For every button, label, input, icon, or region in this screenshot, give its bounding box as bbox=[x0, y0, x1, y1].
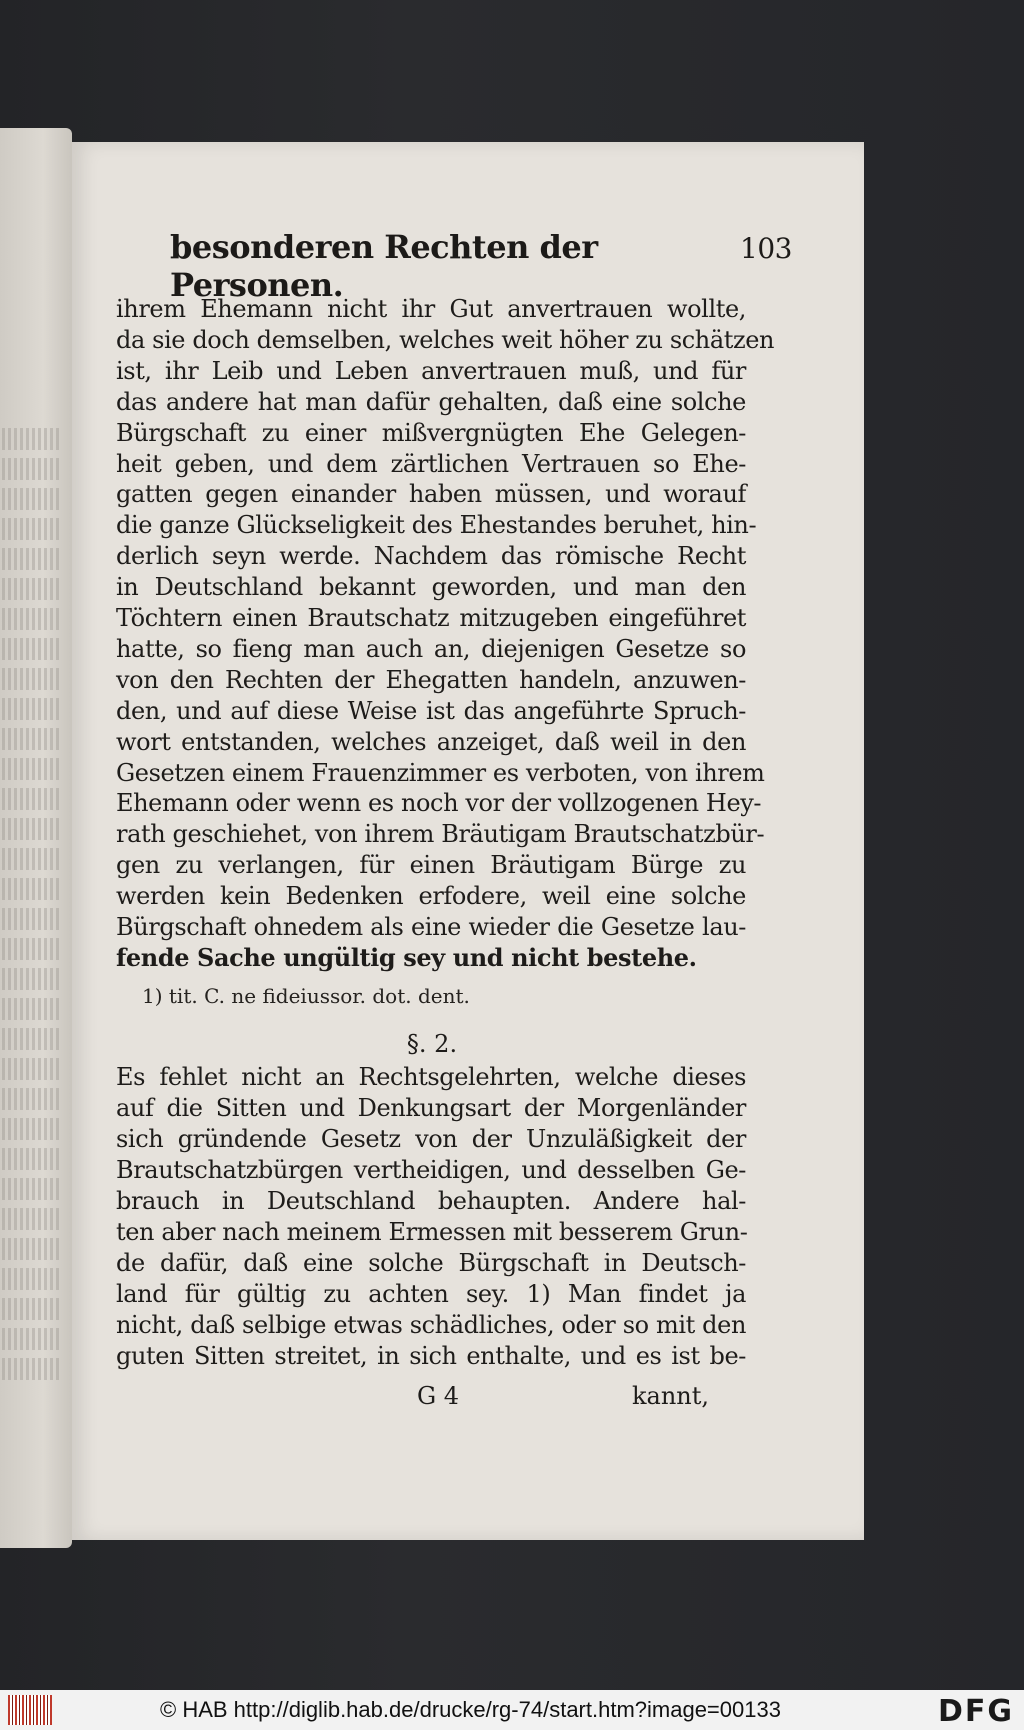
text-line: ten aber nach meinem Ermessen mit besserem Grun- bbox=[116, 1218, 748, 1246]
barcode-logo-icon bbox=[8, 1695, 52, 1725]
text-line: da sie doch demselben, welches weit höher zu schätzen bbox=[116, 325, 775, 354]
footer-bar bbox=[0, 1690, 1024, 1730]
text-line: rath geschiehet, von ihrem Bräutigam Brautschatzbür- bbox=[116, 820, 765, 849]
page-number: 103 bbox=[740, 232, 792, 265]
catchword: kannt, bbox=[632, 1382, 710, 1410]
running-head-title: besonderen Rechten der Personen. bbox=[170, 228, 598, 304]
text-line: land für gültig zu achten sey. 1) Man findet ja bbox=[116, 1280, 746, 1308]
text-line: auf die Sitten und Denkungsart der Morgenländer bbox=[116, 1094, 746, 1122]
copyright-url[interactable]: © HAB http://diglib.hab.de/drucke/rg-74/start.htm?image=00133 bbox=[160, 1697, 781, 1722]
text-line: hatte, so fieng man auch an, diejenigen Gesetze so bbox=[116, 634, 746, 663]
text-line: heit geben, und dem zärtlichen Vertrauen so Ehe- bbox=[116, 449, 746, 478]
text-line: gatten gegen einander haben müssen, und worauf bbox=[116, 480, 746, 509]
facing-page-edge bbox=[0, 128, 72, 1548]
facing-page-bleedthrough bbox=[0, 428, 60, 1508]
text-line: das andere hat man dafür gehalten, daß eine solche bbox=[116, 387, 746, 416]
text-line: Bürgschaft ohnedem als eine wieder die Gesetze lau- bbox=[116, 913, 746, 941]
text-line: werden kein Bedenken erfodere, weil eine solche bbox=[116, 882, 746, 911]
text-line: derlich seyn werde. Nachdem das römische Recht bbox=[116, 542, 746, 571]
text-line: brauch in Deutschland behaupten. Andere hal- bbox=[116, 1187, 746, 1215]
text-line: ist, ihr Leib und Leben anvertrauen muß, und für bbox=[116, 356, 746, 385]
text-line: fende Sache ungültig sey und nicht bestehe. bbox=[116, 942, 697, 972]
text-line: Gesetzen einem Frauenzimmer es verboten, von ihrem bbox=[116, 758, 765, 787]
text-line: ihrem Ehemann nicht ihr Gut anvertrauen wollte, bbox=[116, 295, 746, 323]
text-line: von den Rechten der Ehegatten handeln, anzuwen- bbox=[116, 665, 746, 694]
text-line: Ehemann oder wenn es noch vor der vollzogenen Hey- bbox=[116, 789, 762, 818]
text-line: Es fehlet nicht an Rechtsgelehrten, welche dieses bbox=[116, 1063, 746, 1091]
text-line: sich gründende Gesetz von der Unzuläßigkeit der bbox=[116, 1125, 746, 1153]
text-line: Brautschatzbürgen vertheidigen, und desselben Ge- bbox=[116, 1156, 746, 1184]
text-line: nicht, daß selbige etwas schädliches, oder so mit den bbox=[116, 1311, 746, 1339]
text-line: wort entstanden, welches anzeiget, daß weil in den bbox=[116, 727, 746, 756]
text-line: die ganze Glückseligkeit des Ehestandes beruhet, hin- bbox=[116, 511, 757, 540]
section-heading: §. 2. bbox=[406, 1030, 458, 1058]
text-line: guten Sitten streitet, in sich enthalte, und es ist be- bbox=[116, 1342, 746, 1370]
book-page bbox=[72, 142, 864, 1540]
footnote: 1) tit. C. ne fideiussor. dot. dent. bbox=[142, 984, 470, 1008]
text-line: in Deutschland bekannt geworden, und man den bbox=[116, 573, 746, 602]
text-line: den, und auf diese Weise ist das angeführte Spruch- bbox=[116, 696, 746, 725]
signature-mark: G 4 bbox=[417, 1382, 460, 1410]
text-line: de dafür, daß eine solche Bürgschaft in Deutsch- bbox=[116, 1249, 746, 1277]
text-line: Töchtern einen Brautschatz mitzugeben eingeführet bbox=[116, 604, 746, 632]
running-head bbox=[170, 228, 792, 304]
text-line: gen zu verlangen, für einen Bräutigam Bürge zu bbox=[116, 851, 746, 880]
text-line: Bürgschaft zu einer mißvergnügten Ehe Gelegen- bbox=[116, 418, 746, 447]
dfg-logo: DFG bbox=[937, 1694, 1014, 1729]
